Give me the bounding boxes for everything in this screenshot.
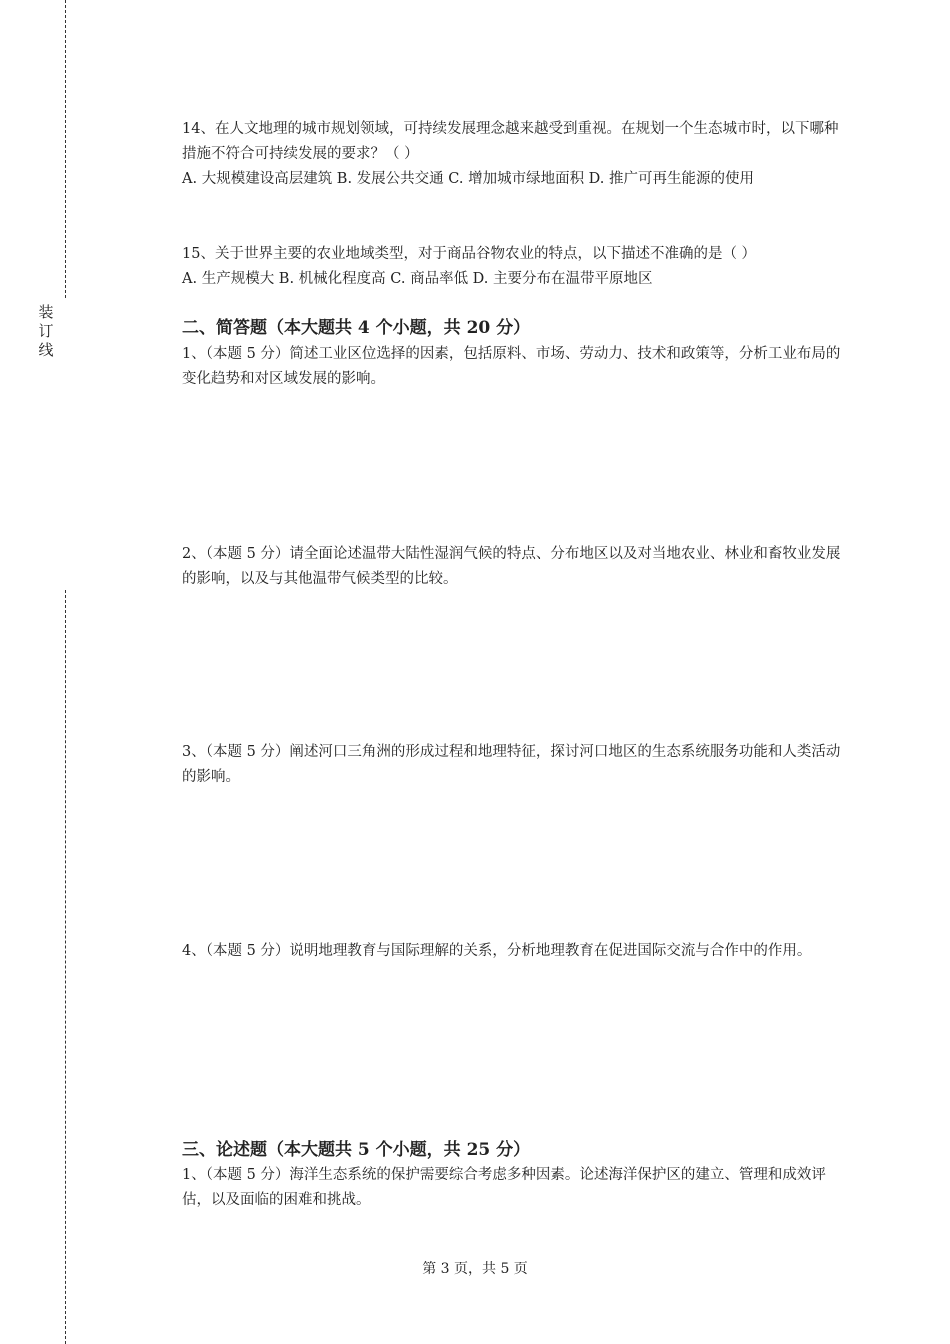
question-text: 2、（本题 5 分）请全面论述温带大陆性湿润气候的特点、分布地区以及对当地农业、林业和畜牧业发展的影响，以及与其他温带气候类型的比较。: [182, 546, 841, 587]
question-14: [182, 117, 842, 192]
binding-dashed-line-top: [65, 0, 66, 298]
question-options: A. 生产规模大 B. 机械化程度高 C. 商品率低 D. 主要分布在温带平原地区: [182, 271, 653, 287]
question-text: 1、（本题 5 分）简述工业区位选择的因素，包括原料、市场、劳动力、技术和政策等，分析工业布局的变化趋势和对区域发展的影响。: [182, 346, 841, 387]
question-text: 3、（本题 5 分）阐述河口三角洲的形成过程和地理特征，探讨河口地区的生态系统服务功能和人类活动的影响。: [182, 744, 841, 785]
short-answer-2: [182, 542, 842, 592]
question-15: [182, 242, 842, 292]
essay-1: [182, 1163, 842, 1213]
short-answer-3: [182, 740, 842, 790]
section-title-essay: 三、论述题（本大题共 5 个小题，共 25 分）: [182, 1140, 531, 1160]
page-footer: 第 3 页，共 5 页: [422, 1261, 528, 1277]
question-options: A. 大规模建设高层建筑 B. 发展公共交通 C. 增加城市绿地面积 D. 推广可再生能源的使用: [182, 171, 755, 187]
binding-dashed-line-bottom: [65, 590, 66, 1344]
question-stem: 15、关于世界主要的农业地域类型，对于商品谷物农业的特点，以下描述不准确的是（ ）: [182, 246, 757, 262]
section-title-short-answer: 二、简答题（本大题共 4 个小题，共 20 分）: [182, 318, 531, 338]
short-answer-4: [182, 939, 842, 964]
question-text: 4、（本题 5 分）说明地理教育与国际理解的关系，分析地理教育在促进国际交流与合作中的作用。: [182, 943, 812, 959]
question-stem: 14、在人文地理的城市规划领域，可持续发展理念越来越受到重视。在规划一个生态城市时，以下哪种措施不符合可持续发展的要求？（ ）: [182, 121, 839, 162]
binding-label: 装 订 线: [38, 303, 54, 359]
question-text: 1、（本题 5 分）海洋生态系统的保护需要综合考虑多种因素。论述海洋保护区的建立、管理和成效评估，以及面临的困难和挑战。: [182, 1167, 826, 1208]
short-answer-1: [182, 342, 842, 392]
